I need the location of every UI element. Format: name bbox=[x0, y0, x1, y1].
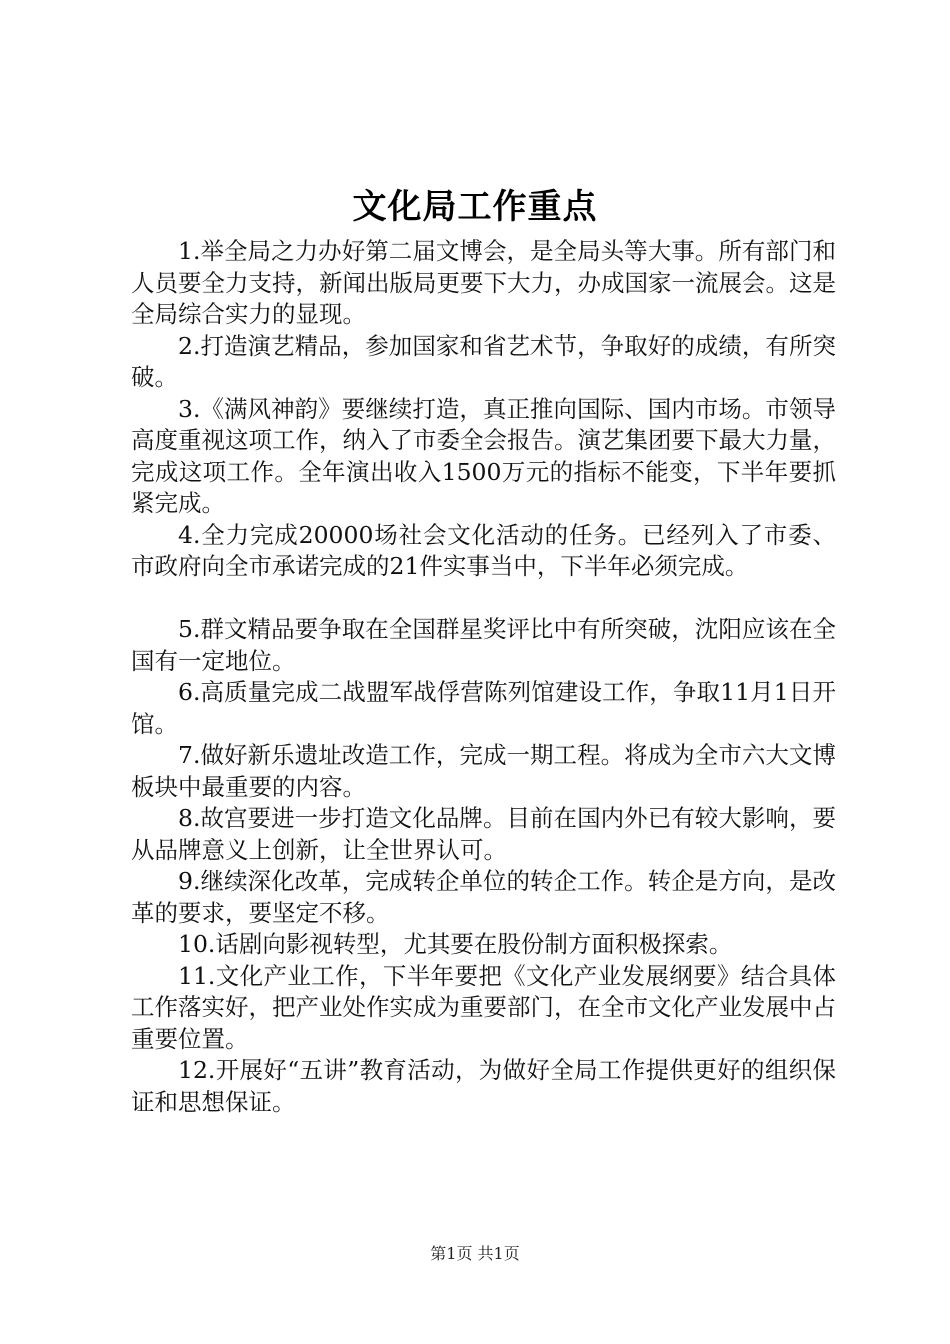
paragraph-item-5: 5.群文精品要争取在全国群星奖评比中有所突破，沈阳应该在全国有一定地位。 bbox=[131, 615, 836, 675]
page-number-footer: 第1页 共1页 bbox=[430, 1244, 520, 1263]
paragraph-item-4: 4.全力完成20000场社会文化活动的任务。已经列入了市委、市政府向全市承诺完成的21件实事当中，下半年必须完成。 bbox=[131, 520, 836, 580]
paragraph-item-11: 11.文化产业工作，下半年要把《文化产业发展纲要》结合具体工作落实好，把产业处作实成为重要部门，在全市文化产业发展中占重要位置。 bbox=[131, 961, 836, 1053]
document-body bbox=[131, 236, 836, 1118]
paragraph-item-2: 2.打造演艺精品，参加国家和省艺术节，争取好的成绩，有所突破。 bbox=[131, 331, 836, 391]
paragraph-item-1: 1.举全局之力办好第二届文博会，是全局头等大事。所有部门和人员要全力支持，新闻出版局更要下大力，办成国家一流展会。这是全局综合实力的显现。 bbox=[131, 237, 836, 328]
document-title: 文化局工作重点 bbox=[352, 187, 598, 227]
paragraph-item-6: 6.高质量完成二战盟军战俘营陈列馆建设工作，争取11月1日开馆。 bbox=[131, 678, 836, 738]
paragraph-item-9: 9.继续深化改革，完成转企单位的转企工作。转企是方向，是改革的要求，要坚定不移。 bbox=[131, 867, 836, 927]
paragraph-item-3: 3.《满风神韵》要继续打造，真正推向国际、国内市场。市领导高度重视这项工作，纳入了市委全会报告。演艺集团要下最大力量，完成这项工作。全年演出收入1500万元的指标不能变，下半年要抓紧完成。 bbox=[131, 394, 836, 517]
paragraph-item-7: 7.做好新乐遗址改造工作，完成一期工程。将成为全市六大文博板块中最重要的内容。 bbox=[131, 741, 836, 801]
paragraph-item-12: 12.开展好“五讲”教育活动，为做好全局工作提供更好的组织保证和思想保证。 bbox=[131, 1056, 836, 1116]
paragraph-item-8: 8.故宫要进一步打造文化品牌。目前在国内外已有较大影响，要从品牌意义上创新，让全世界认可。 bbox=[131, 804, 836, 864]
paragraph-item-10: 10.话剧向影视转型，尤其要在股份制方面积极探索。 bbox=[178, 930, 733, 958]
